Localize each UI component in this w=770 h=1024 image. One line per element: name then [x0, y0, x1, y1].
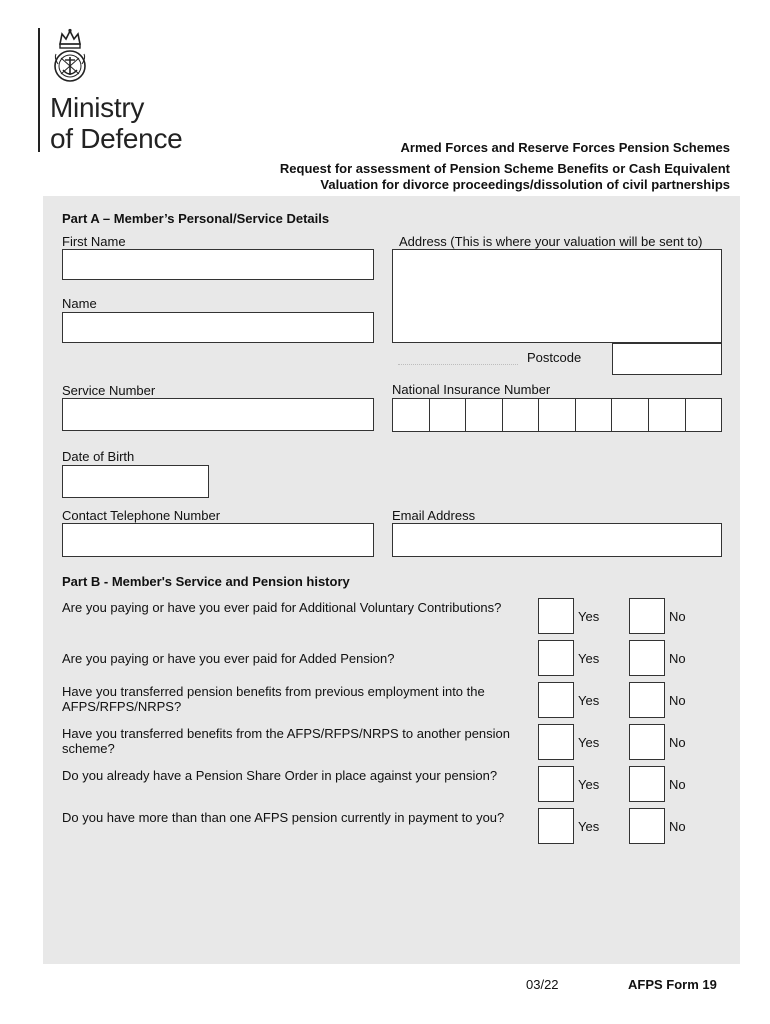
no-checkbox[interactable] — [629, 598, 665, 634]
ni-number-cell[interactable] — [466, 399, 503, 431]
ni-number-cell[interactable] — [576, 399, 613, 431]
name-label: Name — [62, 296, 97, 311]
no-checkbox[interactable] — [629, 766, 665, 802]
dob-field[interactable] — [62, 465, 209, 498]
address-field[interactable] — [392, 249, 722, 343]
no-label: No — [669, 651, 686, 666]
form-title-line-1: Request for assessment of Pension Scheme Benefits or Cash Equivalent — [279, 161, 730, 176]
part-b-title: Part B - Member's Service and Pension history — [62, 574, 350, 589]
question-text: Have you transferred pension benefits from previous employment into the AFPS/RFPS/NRPS? — [62, 684, 485, 714]
yes-label: Yes — [578, 609, 600, 624]
logo-divider — [38, 28, 40, 152]
scheme-title: Armed Forces and Reserve Forces Pension Schemes — [400, 140, 730, 155]
address-label: Address (This is where your valuation will be sent to) — [399, 234, 703, 249]
form-title-line-2: Valuation for divorce proceedings/dissolution of civil partnerships — [320, 177, 730, 192]
question-text: Are you paying or have you ever paid for Additional Voluntary Contributions? — [62, 600, 502, 615]
yes-label: Yes — [578, 651, 600, 666]
yes-checkbox[interactable] — [538, 766, 574, 802]
postcode-dotted-line — [398, 364, 518, 365]
ni-number-cell[interactable] — [539, 399, 576, 431]
yes-label: Yes — [578, 735, 600, 750]
no-label: No — [669, 693, 686, 708]
phone-field[interactable] — [62, 523, 374, 557]
postcode-field[interactable] — [612, 343, 722, 375]
no-checkbox[interactable] — [629, 682, 665, 718]
ni-number-cell[interactable] — [612, 399, 649, 431]
part-a-title: Part A – Member’s Personal/Service Details — [62, 211, 330, 226]
yes-label: Yes — [578, 819, 600, 834]
form-number: AFPS Form 19 — [628, 977, 717, 992]
yes-checkbox[interactable] — [538, 682, 574, 718]
ni-number-cell[interactable] — [686, 399, 722, 431]
yes-checkbox[interactable] — [538, 598, 574, 634]
no-checkbox[interactable] — [629, 724, 665, 760]
question-text: Do you already have a Pension Share Order in place against your pension? — [62, 768, 498, 783]
no-checkbox[interactable] — [629, 640, 665, 676]
first-name-label: First Name — [62, 234, 126, 249]
logo-text — [50, 92, 182, 154]
yes-checkbox[interactable] — [538, 724, 574, 760]
form-revision: 03/22 — [526, 977, 559, 992]
name-field[interactable] — [62, 312, 374, 343]
ni-number-cell[interactable] — [503, 399, 540, 431]
email-field[interactable] — [392, 523, 722, 557]
postcode-label: Postcode — [527, 350, 582, 365]
no-label: No — [669, 735, 686, 750]
service-number-label: Service Number — [62, 383, 156, 398]
email-label: Email Address — [392, 508, 476, 523]
yes-label: Yes — [578, 777, 600, 792]
yes-checkbox[interactable] — [538, 808, 574, 844]
logo-line-1: Ministry — [50, 92, 145, 123]
ni-number-label: National Insurance Number — [392, 382, 551, 397]
ni-number-cell[interactable] — [430, 399, 467, 431]
yes-checkbox[interactable] — [538, 640, 574, 676]
phone-label: Contact Telephone Number — [62, 508, 221, 523]
crest-icon — [50, 28, 90, 90]
question-text: Do you have more than than one AFPS pension currently in payment to you? — [62, 810, 505, 825]
logo-line-2: of Defence — [50, 123, 183, 154]
dob-label: Date of Birth — [62, 449, 135, 464]
no-label: No — [669, 777, 686, 792]
question-text: Are you paying or have you ever paid for Added Pension? — [62, 651, 395, 666]
service-number-field[interactable] — [62, 398, 374, 431]
no-label: No — [669, 819, 686, 834]
no-checkbox[interactable] — [629, 808, 665, 844]
ni-number-field[interactable] — [392, 398, 722, 432]
mod-logo — [38, 28, 218, 158]
no-label: No — [669, 609, 686, 624]
ni-number-cell[interactable] — [393, 399, 430, 431]
yes-label: Yes — [578, 693, 600, 708]
question-text: Have you transferred benefits from the AFPS/RFPS/NRPS to another pension scheme? — [62, 726, 510, 756]
ni-number-cell[interactable] — [649, 399, 686, 431]
first-name-field[interactable] — [62, 249, 374, 280]
